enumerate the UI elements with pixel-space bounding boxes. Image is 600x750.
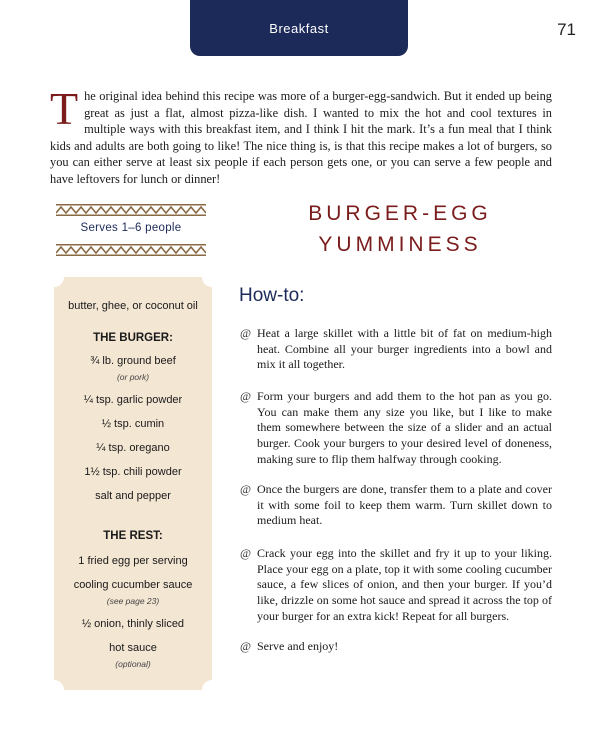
step-text: Once the burgers are done, transfer them to a plate and cover it with some foil to keep them warm. Turn skillet down to medium heat. — [257, 482, 552, 528]
at-bullet-icon: @ — [240, 546, 252, 560]
ingredient-note: (see page 23) — [106, 596, 160, 606]
decorative-pattern-bottom — [56, 244, 206, 256]
ingredient-item: 1½ tsp. chili powder — [84, 466, 182, 478]
at-bullet-icon: @ — [240, 639, 252, 653]
step-text: Heat a large skillet with a little bit of fat on medium-high heat. Combine all your burger ingredients into a bowl and mix it all together. — [257, 326, 552, 372]
ingredient-item: salt and pepper — [95, 490, 171, 502]
drop-cap: T — [50, 83, 79, 134]
step-text: Crack your egg into the skillet and fry it up to your liking. Place your egg on a plate, top it with some cooling cucumber sauce, a few slices of onion, and then your burger. If you’d like, drizzle on some hot sauce and spread it across the top of your burger for an extra kick! Repeat for all burgers. — [257, 546, 552, 623]
intro-paragraph — [50, 83, 552, 188]
ingredient-item: ½ onion, thinly sliced — [81, 618, 185, 630]
ingredient-item: ¾ lb. ground beef — [90, 355, 176, 367]
burger-heading: THE BURGER: — [93, 332, 173, 344]
step-item — [240, 546, 552, 625]
ingredient-item: ½ tsp. cumin — [101, 418, 165, 430]
at-bullet-icon: @ — [240, 326, 252, 340]
serves-label: Serves 1–6 people — [80, 222, 182, 234]
page-number: 71 — [557, 20, 576, 39]
ingredient-item: 1 fried egg per serving — [78, 555, 188, 567]
section-tab — [190, 0, 408, 56]
step-item — [240, 326, 552, 373]
ingredient-item: hot sauce — [109, 642, 157, 654]
step-text: Form your burgers and add them to the hot pan as you go. You can make them any size you like, but I like to make them somewhere between the size of a slider and an actual burger. Cook your burgers to your desired level of doneness, making sure to flip them halfway through cooking. — [257, 389, 552, 466]
at-bullet-icon: @ — [240, 389, 252, 403]
ingredient-note: (or pork) — [116, 372, 150, 382]
ingredient-fat: butter, ghee, or coconut oil — [68, 300, 198, 312]
howto-heading: How-to: — [239, 285, 305, 306]
decorative-pattern-top — [56, 204, 206, 216]
step-item — [240, 482, 552, 529]
step-text: Serve and enjoy! — [257, 639, 339, 653]
recipe-title-line2: YUMMINESS — [318, 233, 482, 256]
intro-text: he original idea behind this recipe was more of a burger-egg-sandwich. But it ended up being great as just a flat, almost pizza-like dish. I wanted to mix the hot and cool textures in multiple ways with this breakfast item, and I think I hit the mark. It’s a fun meal that I think kids and adults are both going to like! The nice thing is, is that this recipe makes a lot of burgers, so you can either serve at least six people if each person gets one, or you can serve a few people and have leftovers for lunch or dinner! — [50, 89, 552, 186]
step-item — [240, 389, 552, 468]
ingredient-item: ¼ tsp. oregano — [96, 442, 170, 454]
step-item — [240, 639, 552, 655]
ingredient-item: ¼ tsp. garlic powder — [83, 394, 183, 406]
rest-heading: THE REST: — [103, 530, 163, 542]
ingredient-note: (optional) — [115, 659, 151, 669]
at-bullet-icon: @ — [240, 482, 252, 496]
recipe-title-line1: BURGER-EGG — [308, 202, 492, 225]
section-title: Breakfast — [269, 21, 329, 36]
ingredient-item: cooling cucumber sauce — [73, 579, 193, 591]
